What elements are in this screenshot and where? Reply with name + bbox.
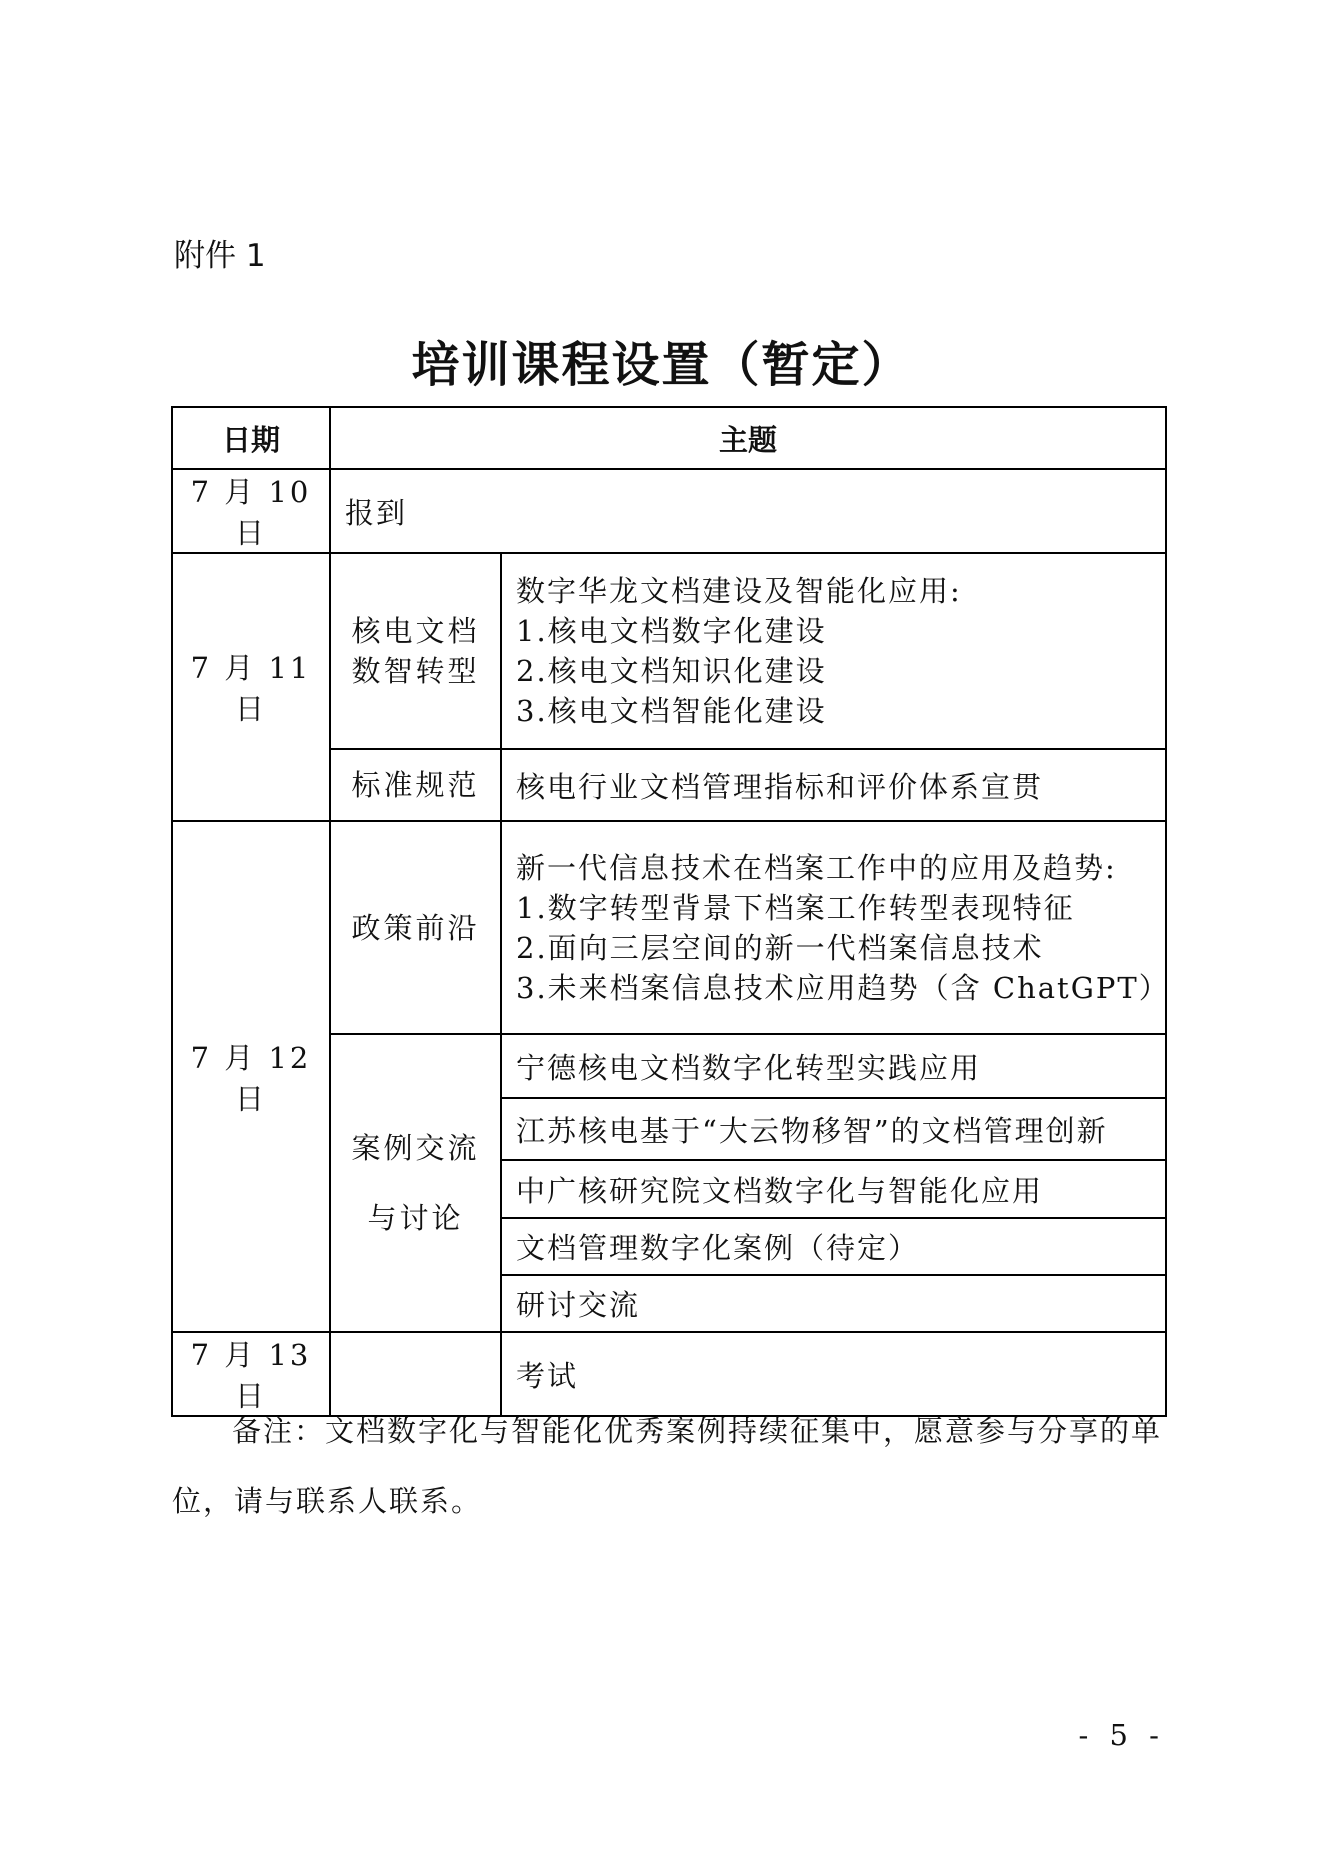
topic-cell: 文档管理数字化案例（待定） bbox=[501, 1218, 1166, 1275]
page-title: 培训课程设置（暂定） bbox=[411, 337, 912, 393]
topic-cell bbox=[501, 821, 1170, 1034]
topic-cell: 核电行业文档管理指标和评价体系宣贯 bbox=[501, 749, 1166, 821]
topic-cell bbox=[501, 553, 1166, 749]
category-cell: 标准规范 bbox=[330, 749, 501, 821]
category-cell bbox=[330, 1034, 501, 1332]
topic-line: 3.未来档案信息技术应用趋势（含 ChatGPT） bbox=[516, 970, 1170, 1005]
schedule-table bbox=[171, 406, 1170, 1417]
table-row bbox=[172, 469, 1166, 553]
topic-cell: 考试 bbox=[501, 1332, 1166, 1416]
topic-cell: 报到 bbox=[330, 469, 1166, 553]
category-line: 案例交流 bbox=[351, 1131, 480, 1165]
topic-line: 2.面向三层空间的新一代档案信息技术 bbox=[516, 930, 1044, 965]
category-line: 数智转型 bbox=[351, 654, 480, 688]
category-cell bbox=[330, 553, 501, 749]
topic-cell: 宁德核电文档数字化转型实践应用 bbox=[501, 1034, 1166, 1098]
topic-cell: 研讨交流 bbox=[501, 1275, 1166, 1332]
topic-line: 数字华龙文档建设及智能化应用: bbox=[516, 574, 962, 608]
category-line: 与讨论 bbox=[367, 1201, 464, 1235]
date-cell: 7 月 13 日 bbox=[172, 1332, 330, 1416]
date-cell: 7 月 11 日 bbox=[172, 553, 330, 821]
page-number: - 5 - bbox=[1078, 1718, 1165, 1752]
header-date: 日期 bbox=[172, 407, 330, 469]
date-cell: 7 月 12 日 bbox=[172, 821, 330, 1332]
category-cell: 政策前沿 bbox=[330, 821, 501, 1034]
topic-line: 2.核电文档知识化建设 bbox=[516, 654, 827, 688]
note-paragraph: 备注：文档数字化与智能化优秀案例持续征集中，愿意参与分享的单位，请与联系人联系。 bbox=[172, 1414, 1163, 1518]
category-line: 核电文档 bbox=[351, 614, 480, 648]
topic-line: 3.核电文档智能化建设 bbox=[516, 694, 827, 728]
attachment-label: 附件 1 bbox=[174, 238, 266, 274]
date-cell: 7 月 10 日 bbox=[172, 469, 330, 553]
topic-line: 新一代信息技术在档案工作中的应用及趋势: bbox=[516, 850, 1117, 885]
table-header-row bbox=[172, 407, 1166, 469]
topic-cell: 中广核研究院文档数字化与智能化应用 bbox=[501, 1160, 1166, 1218]
topic-line: 1.数字转型背景下档案工作转型表现特征 bbox=[516, 890, 1075, 925]
header-topic: 主题 bbox=[330, 407, 1166, 469]
table-row bbox=[172, 821, 1166, 1034]
topic-cell: 江苏核电基于“大云物移智”的文档管理创新 bbox=[501, 1098, 1166, 1160]
table-row bbox=[172, 553, 1166, 749]
topic-line: 1.核电文档数字化建设 bbox=[516, 614, 827, 648]
